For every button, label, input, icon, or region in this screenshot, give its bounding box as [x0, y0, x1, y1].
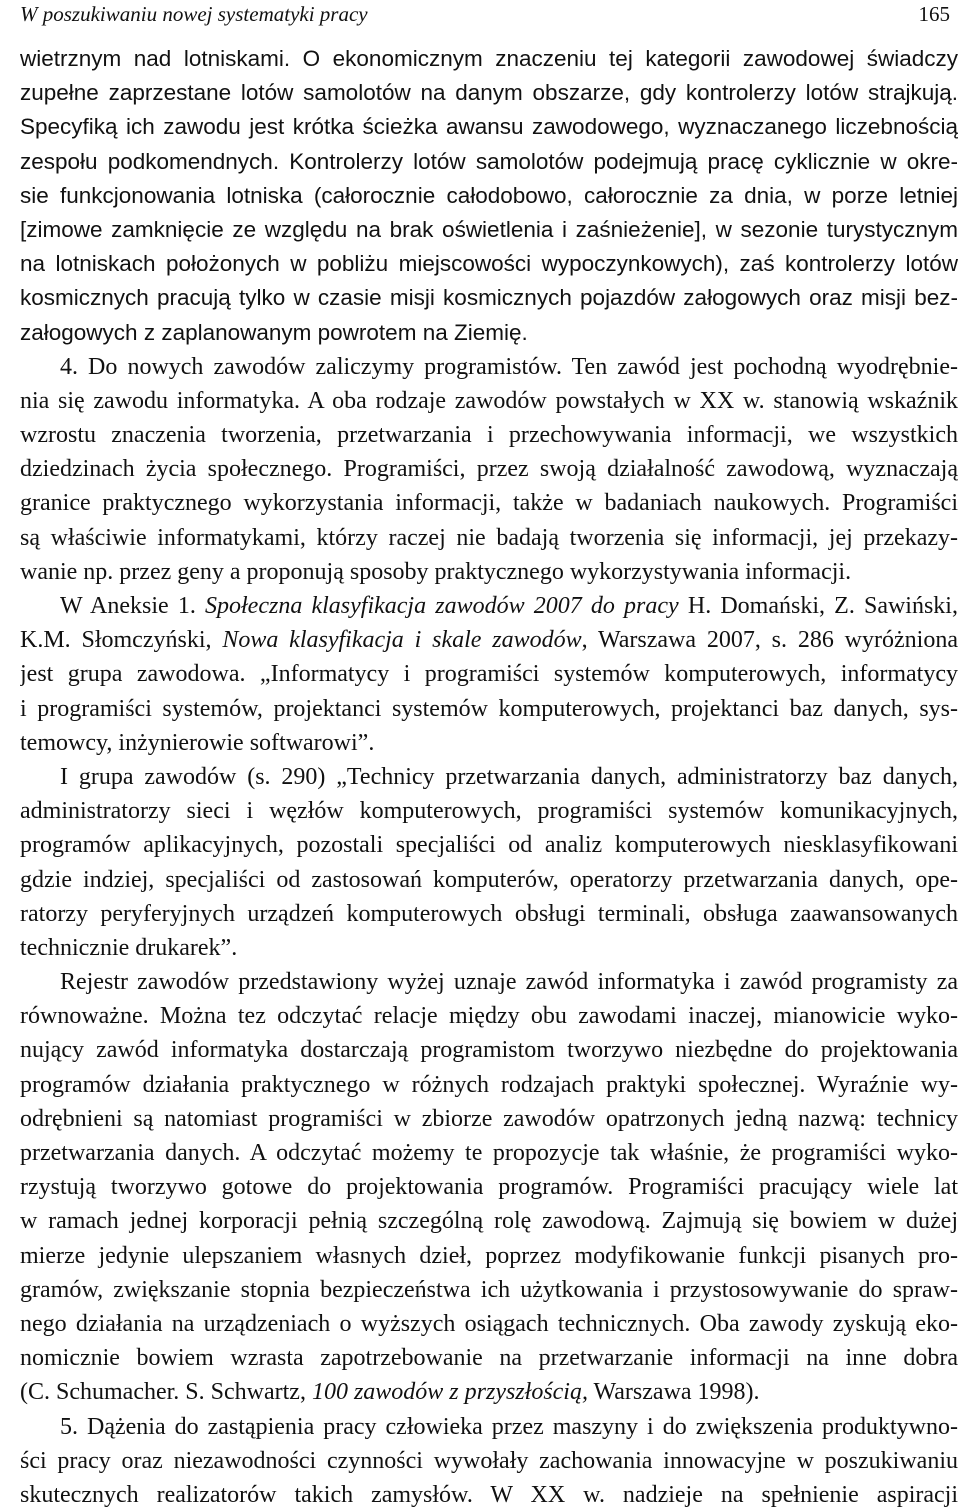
- text-line: zupełne zaprzestane lotów samolotów na danym obszarze, gdy kontrolerzy lotów strajkują.: [20, 80, 958, 106]
- text-line: [20, 589, 958, 623]
- text-line: gdzie indziej, specjaliści od zastosowań komputerów, operatorzy przetwarzania danych, ope-: [20, 866, 958, 893]
- text-line: kosmicznych pracują tylko w czasie misji kosmicznych pojazdów załogowych oraz misji bez-: [20, 285, 958, 311]
- text-line: programów działania praktycznego w różnych rodzajach praktyki społecznej. Wyraźnie wy-: [20, 1071, 958, 1098]
- text-line: [20, 623, 958, 657]
- text-line: dziedzinach życia społecznego. Programiści, przez swoją działalność zawodową, wyznaczają: [20, 456, 958, 483]
- text-line: 5. Dążenia do zastąpienia pracy człowieka przez maszyny i do zwiększenia produktywno-: [60, 1413, 958, 1440]
- running-title: W poszukiwaniu nowej systematyki pracy: [20, 2, 368, 26]
- text-segment: K.M. Słomczyński,: [20, 627, 223, 654]
- text-line: I grupa zawodów (s. 290) „Technicy przetwarzania danych, administratorzy baz danych,: [60, 763, 958, 790]
- text-segment: Warszawa 1998).: [587, 1379, 760, 1406]
- text-line: Rejestr zawodów przedstawiony wyżej uznaje zawód informatyka i zawód programisty za: [60, 969, 958, 996]
- text-line: i programiści systemów, projektanci systemów komputerowych, projektanci baz danych, sys-: [20, 695, 958, 722]
- running-header: [20, 2, 950, 32]
- text-segment: , Warszawa 2007, s. 286 wyróżniona: [581, 627, 958, 654]
- page-number: 165: [918, 2, 950, 26]
- text-line: administratorzy sieci i węzłów komputerowych, programiści systemów komunikacyjnych,: [20, 798, 958, 825]
- text-line: nomicznie bowiem wzrasta zapotrzebowanie na przetwarzanie informacji na inne dobra: [20, 1345, 958, 1372]
- text-line: Specyfiką ich zawodu jest krótka ścieżka awansu zawodowego, wyznaczanego liczebnością: [20, 114, 958, 140]
- text-line: wzrostu znaczenia tworzenia, przetwarzania i przechowywania informacji, we wszystkich: [20, 422, 958, 449]
- italic-title: Nowa klasyfikacja i skale zawodów: [222, 627, 582, 654]
- text-line: programów aplikacyjnych, pozostali specjaliści od analiz komputerowych niesklasyfikowani: [20, 832, 958, 859]
- text-line: przetwarzania danych. A odczytać możemy te propozycje tak właśnie, że programiści wyko-: [20, 1140, 958, 1166]
- text-line: technicznie drukarek”.: [20, 934, 238, 961]
- text-line: na lotniskach położonych w pobliżu miejscowości wypoczynkowych), zaś kontrolerzy lotów: [20, 251, 958, 277]
- text-line: są właściwie informatykami, którzy raczej nie badają tworzenia się informacji, jej przekazy-: [20, 524, 958, 551]
- text-line: załogowych z zaplanowanym powrotem na Ziemię.: [20, 319, 528, 345]
- text-line: nia się zawodu informatyka. A oba rodzaje zawodów powstałych w XX w. stanowią wskaźnik: [20, 387, 958, 414]
- text-line: zespołu podkomendnych. Kontrolerzy lotów samolotów podejmują pracę cyklicznie w okre-: [20, 148, 958, 174]
- text-line: [zimowe zamknięcie ze względu na brak oświetlenia i zaśnieżenie], w sezonie turystycznym: [20, 216, 958, 242]
- text-line: 4. Do nowych zawodów zaliczymy programistów. Ten zawód jest pochodną wyodrębnie-: [60, 353, 958, 380]
- text-segment: H. Domański, Z. Sawiński,: [678, 593, 958, 619]
- text-line: skutecznych realizatorów takich zamysłów. W XX w. nadzieje na spełnienie aspiracji: [20, 1481, 958, 1508]
- text-line: nujący zawód informatyka dostarczają programistom tworzywo niezbędne do projektowania: [20, 1037, 958, 1064]
- text-line: rzystują tworzywo gotowe do projektowania programów. Programiści pracujący wiele lat: [20, 1174, 958, 1201]
- text-line: odrębnieni są natomiast programiści w zbiorze zawodów opatrzonych jedną nazwą: technicy: [20, 1105, 958, 1132]
- text-segment: W Aneksie 1.: [60, 593, 205, 619]
- text-line: mierze jedynie ulepszaniem własnych dzieł, poprzez modyfikowanie funkcji pisanych pro-: [20, 1242, 958, 1269]
- text-line: [20, 1375, 958, 1409]
- italic-title: 100 zawodów z przyszłością,: [311, 1379, 588, 1406]
- text-line: wanie np. przez geny a proponują sposoby praktycznego wykorzystywania informacji.: [20, 558, 852, 585]
- text-line: w ramach jednej korporacji pełnią szczególną rolę zawodową. Zajmują się bowiem w dużej: [20, 1208, 958, 1235]
- text-line: jest grupa zawodowa. „Informatycy i programiści systemów komputerowych, informatycy: [20, 661, 958, 688]
- text-line: granice praktycznego wykorzystania informacji, także w badaniach naukowych. Programiści: [20, 490, 958, 517]
- text-line: nego działania na urządzeniach o wyższych osiągach technicznych. Oba zawody zyskują eko-: [20, 1310, 958, 1337]
- text-line: ści pracy oraz niezawodności czynności wywołały zachowania innowacyjne w poszukiwaniu: [20, 1447, 958, 1474]
- text-line: temowcy, inżynierowie softwarowi”.: [20, 729, 375, 756]
- text-line: ratorzy peryferyjnych urządzeń komputerowych obsługi terminali, obsługa zaawansowanych: [20, 900, 958, 927]
- text-line: wietrznym nad lotniskami. O ekonomicznym znaczeniu tej kategorii zawodowej świadczy: [20, 46, 958, 71]
- text-line: sie funkcjonowania lotniska (całorocznie całodobowo, całorocznie za dnia, w porze letniej: [20, 182, 958, 208]
- body-text: [20, 42, 958, 1512]
- text-segment: (C. Schumacher. S. Schwartz,: [20, 1379, 312, 1406]
- text-line: gramów, zwiększanie stopnia bezpieczeństwa ich użytkowania i przystosowywanie do spraw-: [20, 1276, 958, 1303]
- text-line: równoważne. Można tez odczytać relacje między obu zawodami inaczej, mianowicie wyko-: [20, 1003, 958, 1030]
- italic-title: Społeczna klasyfikacja zawodów 2007 do pracy: [205, 593, 679, 619]
